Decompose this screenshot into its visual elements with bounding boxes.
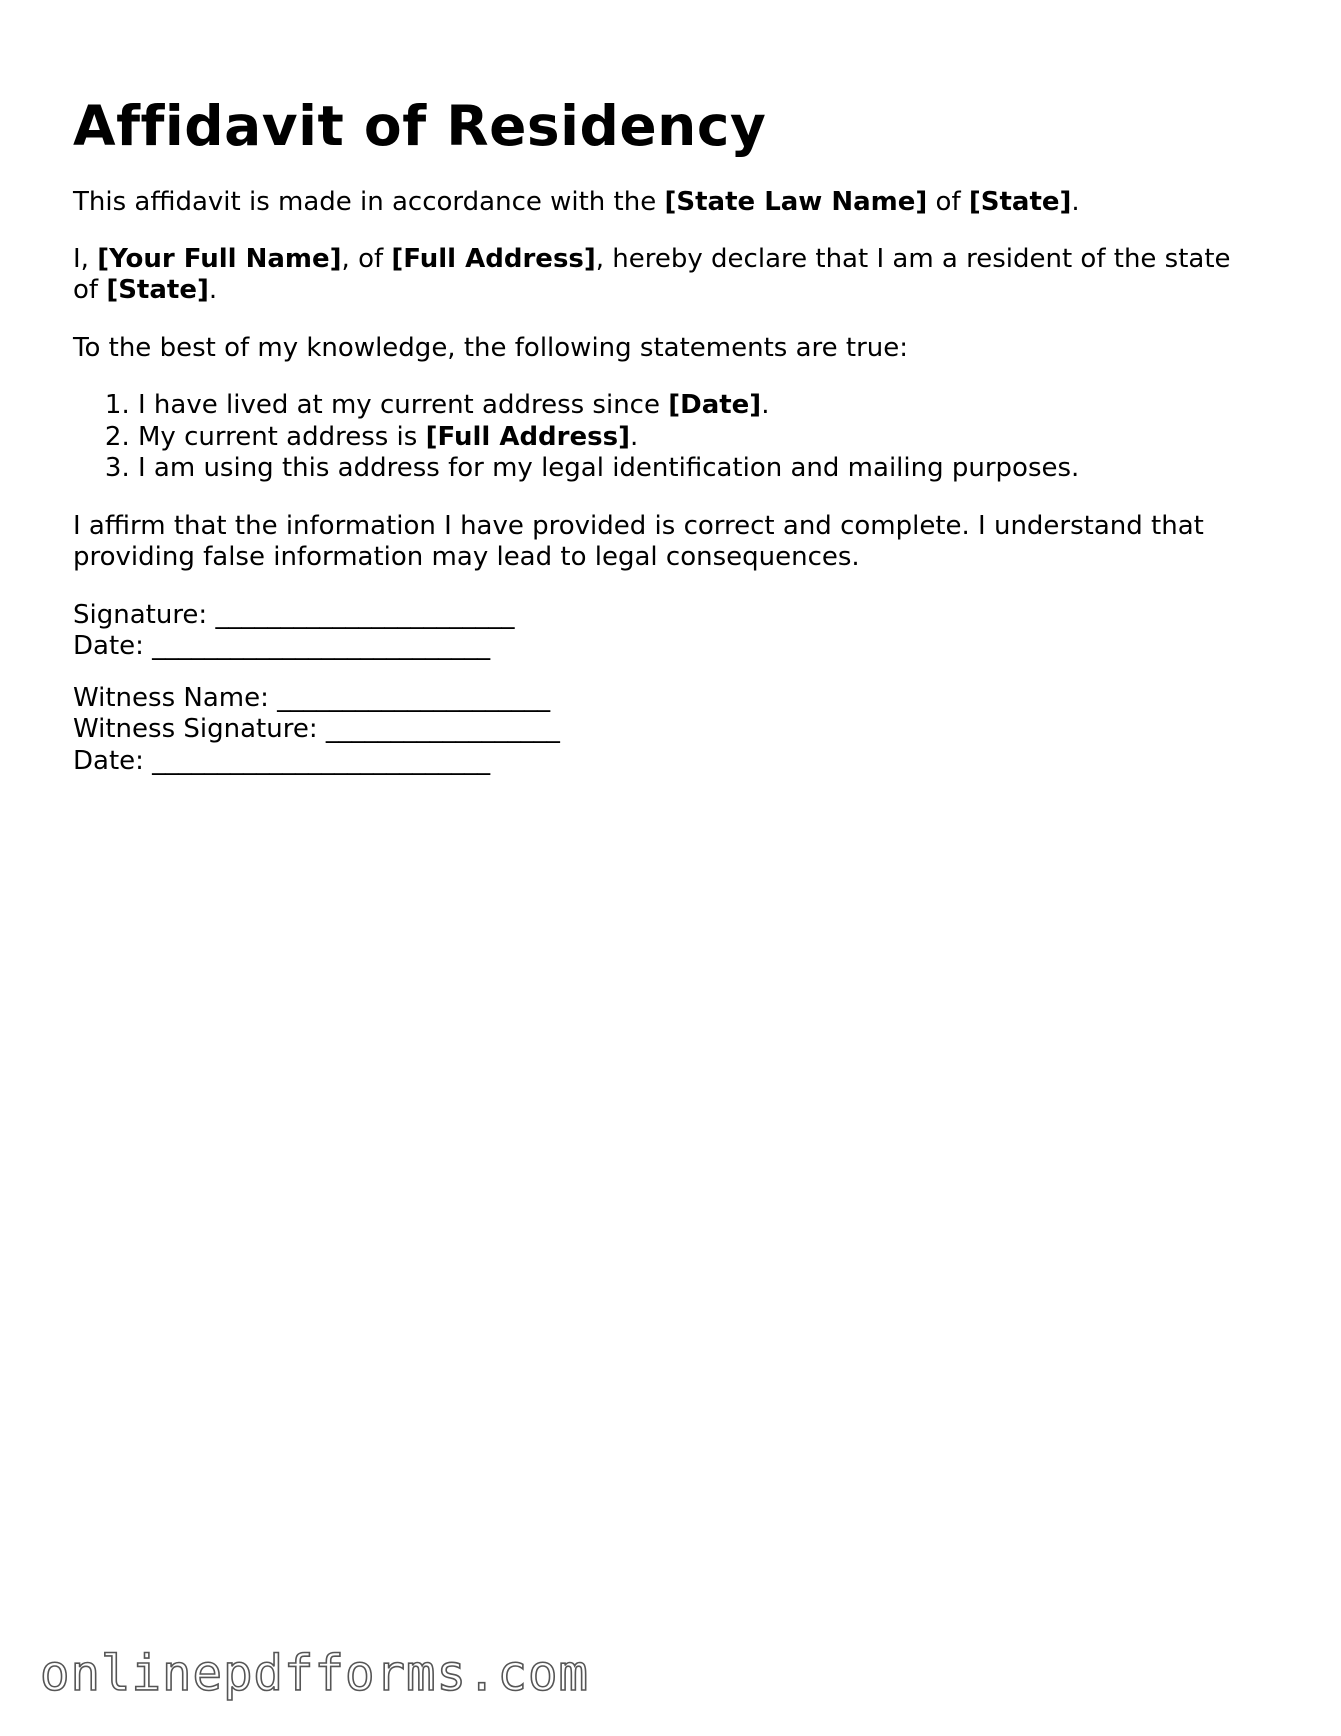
statements-list (73, 390, 1263, 485)
document-title: Affidavit of Residency (73, 94, 767, 158)
full-name-placeholder: [Your Full Name] (97, 243, 342, 274)
statement-text: I have lived at my current address since (138, 390, 669, 420)
declaration-text-3: , hereby declare that I am a resident of the state of (73, 243, 1231, 305)
list-item (138, 422, 1263, 454)
accordance-text-1: This affidavit is made in accordance with the (73, 187, 665, 217)
date-line[interactable]: Date: __________________________ (73, 631, 491, 661)
state-law-name-placeholder: [State Law Name] (664, 187, 928, 217)
full-address-placeholder: [Full Address] (391, 243, 596, 274)
declaration-paragraph (73, 244, 1263, 307)
signature-line[interactable]: Signature: _______________________ (73, 599, 515, 630)
signature-block (73, 600, 1263, 663)
list-item (138, 453, 1263, 485)
accordance-text-2: of (927, 187, 969, 217)
list-item (138, 390, 1263, 422)
accordance-text-3: . (1071, 187, 1080, 217)
full-address-placeholder: [Full Address] (425, 421, 630, 452)
accordance-paragraph (73, 187, 1263, 219)
declaration-text-2: , of (341, 243, 392, 274)
affirmation-paragraph: I affirm that the information I have provided is correct and complete. I understand that providing false information may lead to legal consequences. (73, 510, 1204, 572)
witness-block (73, 683, 1263, 778)
statement-text: . (629, 421, 639, 452)
statement-text: . (761, 390, 770, 420)
state-placeholder: [State] (106, 275, 209, 305)
watermark: onlinepdfforms.com (40, 1645, 590, 1702)
witness-date-line[interactable]: Date: __________________________ (73, 745, 491, 776)
witness-signature-line[interactable]: Witness Signature: __________________ (73, 714, 560, 744)
statement-text: My current address is (138, 421, 426, 452)
witness-name-line[interactable]: Witness Name: _____________________ (73, 682, 551, 713)
statements-intro: To the best of my knowledge, the following statements are true: (73, 332, 909, 363)
date-placeholder: [Date] (668, 390, 762, 420)
declaration-text-4: . (208, 275, 218, 305)
document-page (73, 86, 1263, 777)
declaration-text-1: I, (73, 243, 98, 274)
state-placeholder: [State] (968, 187, 1072, 217)
statement-text: I am using this address for my legal identification and mailing purposes. (138, 453, 1080, 483)
